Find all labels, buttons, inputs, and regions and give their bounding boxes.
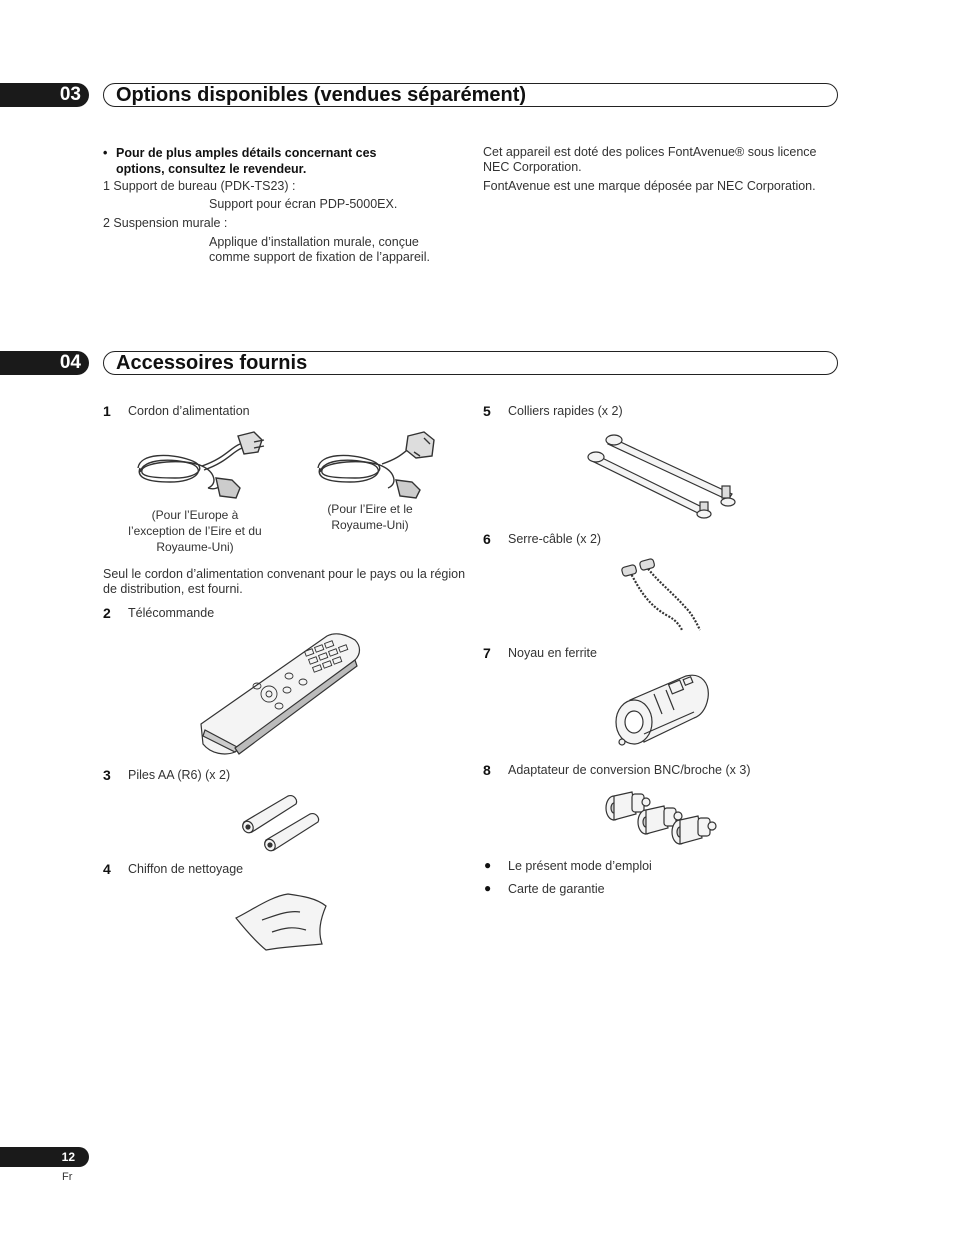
- power-cord-icon: [130, 428, 270, 500]
- bead-band-icon: [616, 558, 704, 634]
- item-label: Colliers rapides (x 2): [508, 404, 623, 418]
- cord-note: de distribution, est fourni.: [103, 582, 243, 596]
- item-label: Cordon d’alimentation: [128, 404, 250, 418]
- remote-control-icon: [195, 628, 365, 756]
- bullet-item: Carte de garantie: [508, 882, 605, 896]
- cord-caption-uk: [310, 501, 430, 533]
- option-item-label: 1 Support de bureau (PDK-TS23) :: [103, 179, 296, 193]
- section-title: Accessoires fournis: [103, 351, 838, 375]
- bullet-item: Le présent mode d’emploi: [508, 859, 652, 873]
- power-cord-uk-icon: [312, 428, 442, 500]
- bullet-icon: ●: [484, 858, 492, 872]
- cord-note: Seul le cordon d’alimentation convenant pour le pays ou la région: [103, 567, 466, 581]
- bnc-adapter-icon: [602, 788, 718, 848]
- caption-line: Royaume-Uni): [156, 540, 234, 554]
- item-number: 5: [483, 403, 491, 419]
- item-label: Serre-câble (x 2): [508, 532, 602, 546]
- page-number-tab: [0, 1147, 89, 1167]
- option-item-desc: comme support de fixation de l’appareil.: [209, 250, 430, 264]
- caption-line: (Pour l’Eire et le: [327, 502, 413, 516]
- item-number: 8: [483, 762, 491, 778]
- item-number: 6: [483, 531, 491, 547]
- item-number: 1: [103, 403, 111, 419]
- option-item-desc: Applique d’installation murale, conçue: [209, 235, 419, 249]
- option-item-desc: Support pour écran PDP-5000EX.: [209, 197, 398, 211]
- cord-caption-eu: [120, 507, 270, 555]
- section-number-tab: [0, 351, 89, 375]
- item-number: 7: [483, 645, 491, 661]
- section-number: 03: [59, 84, 81, 105]
- bullet-icon: ●: [484, 881, 492, 895]
- caption-line: l’exception de l’Eire et du: [128, 524, 262, 538]
- item-label: Noyau en ferrite: [508, 646, 597, 660]
- options-note-line: Pour de plus amples détails concernant ces: [116, 146, 377, 160]
- ferrite-core-icon: [610, 670, 714, 752]
- batteries-icon: [238, 792, 324, 854]
- font-note: NEC Corporation.: [483, 160, 582, 174]
- section-number-tab: [0, 83, 89, 107]
- options-note-line: options, consultez le revendeur.: [116, 161, 307, 176]
- item-number: 3: [103, 767, 111, 783]
- bullet-icon: •: [103, 146, 108, 160]
- item-number: 4: [103, 861, 111, 877]
- item-label: Télécommande: [128, 606, 215, 620]
- font-note: Cet appareil est doté des polices FontAvenue® sous licence: [483, 145, 817, 159]
- page-number: 12: [61, 1150, 75, 1164]
- language-code: Fr: [62, 1171, 73, 1183]
- item-label: Adaptateur de conversion BNC/broche (x 3): [508, 763, 751, 777]
- item-label: Piles AA (R6) (x 2): [128, 768, 231, 782]
- option-item-label: 2 Suspension murale :: [103, 216, 228, 230]
- item-label: Chiffon de nettoyage: [128, 862, 244, 876]
- options-note: [103, 146, 377, 177]
- section-number: 04: [59, 352, 81, 373]
- item-number: 2: [103, 605, 111, 621]
- caption-line: Royaume-Uni): [331, 518, 409, 532]
- cleaning-cloth-icon: [232, 890, 330, 952]
- caption-line: (Pour l’Europe à: [151, 508, 239, 522]
- font-note: FontAvenue est une marque déposée par NEC Corporation.: [483, 179, 816, 193]
- section-title: Options disponibles (vendues séparément): [103, 83, 838, 107]
- cable-ties-icon: [582, 430, 740, 522]
